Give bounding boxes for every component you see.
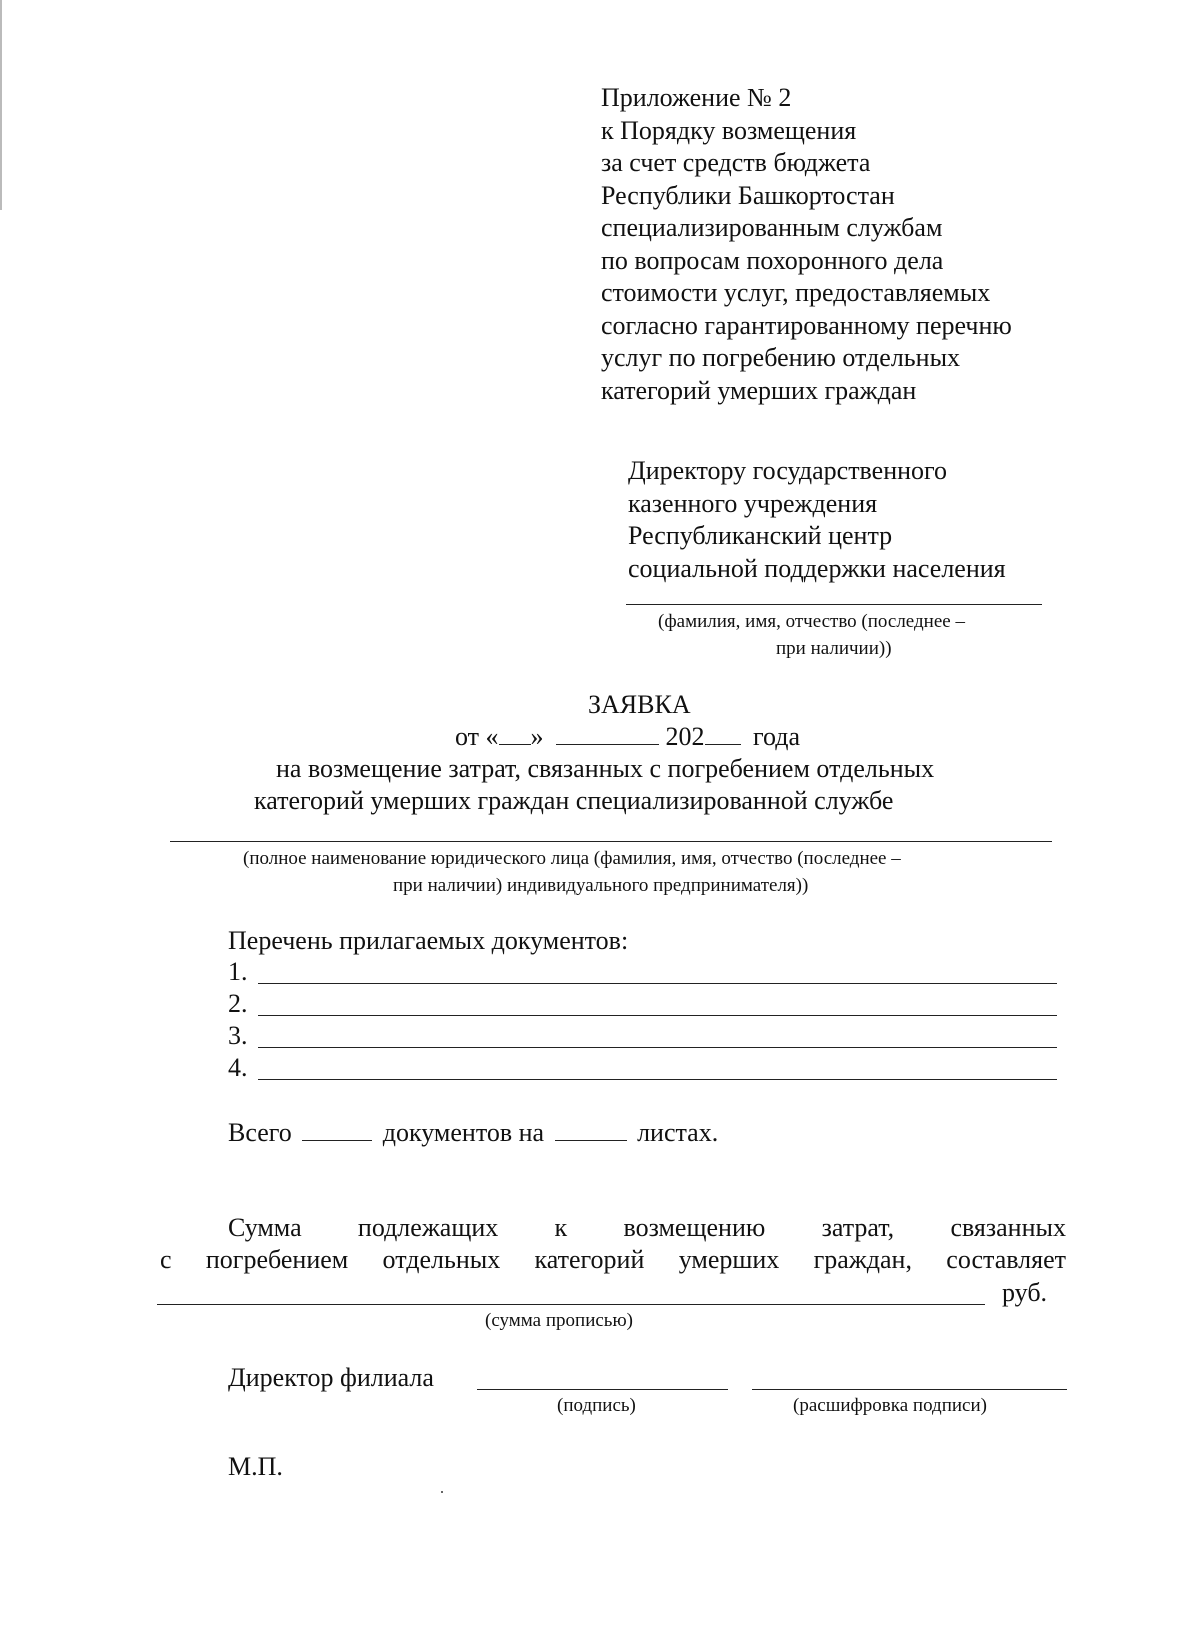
amount-word: к: [554, 1213, 568, 1242]
appendix-line: по вопросам похоронного дела: [601, 245, 944, 275]
appendix-block: [601, 82, 1012, 407]
appendix-line: согласно гарантированному перечню: [601, 310, 1012, 340]
amount-word: с: [160, 1245, 172, 1274]
appendix-line: специализированным службам: [601, 213, 943, 242]
amount-word: подлежащих: [357, 1213, 499, 1242]
signature-caption: (подпись): [557, 1395, 636, 1416]
addressee-line: Директору государственного: [628, 456, 948, 485]
document-item-field[interactable]: [258, 1079, 1057, 1080]
amount-line-1: [228, 1212, 1066, 1244]
document-item-field[interactable]: [258, 1015, 1057, 1016]
scan-speck: [441, 1491, 443, 1493]
date-month-field[interactable]: [556, 722, 659, 745]
amount-word: погребением: [205, 1245, 349, 1274]
date-day-field[interactable]: [499, 722, 531, 745]
amount-in-words-field[interactable]: [157, 1304, 985, 1305]
total-line: [228, 1117, 718, 1150]
document-item-field[interactable]: [258, 1047, 1057, 1048]
addressee-block: [628, 455, 1006, 585]
date-prefix: от «: [455, 722, 499, 751]
total-sheets-word: листах.: [637, 1118, 719, 1147]
amount-word: затрат,: [821, 1213, 895, 1242]
addressee-caption-2: при наличии)): [776, 638, 892, 659]
date-suffix: года: [753, 722, 801, 751]
appendix-line: за счет средств бюджета: [601, 148, 871, 177]
total-word: Всего: [228, 1118, 292, 1147]
date-mid: »: [530, 722, 544, 751]
amount-word: Сумма: [228, 1213, 302, 1242]
amount-word: умерших: [678, 1245, 780, 1274]
organization-caption-1: (полное наименование юридического лица (фамилия, имя, отчество (последнее –: [243, 848, 901, 869]
signature-label: Директор филиала: [228, 1363, 434, 1392]
appendix-line: Республики Башкортостан: [601, 180, 895, 210]
amount-word: возмещению: [623, 1213, 766, 1242]
addressee-name-field[interactable]: [626, 604, 1042, 605]
appendix-line: стоимости услуг, предоставляемых: [601, 278, 991, 307]
scan-edge-mark: [0, 0, 2, 210]
subtitle-line-2: категорий умерших граждан специализированной службе: [254, 786, 894, 815]
amount-word: составляет: [946, 1245, 1066, 1274]
total-docs-word: документов на: [382, 1118, 545, 1147]
stamp-placeholder: М.П.: [228, 1452, 283, 1481]
appendix-line: категорий умерших граждан: [601, 375, 917, 405]
date-line: [455, 721, 800, 754]
document-title: ЗАЯВКА: [588, 690, 691, 719]
total-sheets-field[interactable]: [555, 1118, 627, 1141]
document-item-number: 3.: [228, 1021, 248, 1050]
organization-caption-2: при наличии) индивидуального предпринимателя)): [393, 875, 809, 896]
appendix-line: Приложение № 2: [601, 83, 792, 112]
date-year-field[interactable]: [705, 722, 741, 745]
signature-decode-field[interactable]: [752, 1389, 1067, 1390]
documents-heading: Перечень прилагаемых документов:: [228, 926, 629, 955]
amount-line-2: [160, 1244, 1066, 1276]
currency-label: руб.: [1002, 1278, 1048, 1307]
amount-word: связанных: [950, 1213, 1066, 1242]
signature-field[interactable]: [477, 1389, 728, 1390]
amount-caption: (сумма прописью): [485, 1310, 633, 1331]
document-item-number: 2.: [228, 989, 248, 1018]
document-item-field[interactable]: [258, 983, 1057, 984]
total-count-field[interactable]: [302, 1118, 372, 1141]
addressee-line: Республиканский центр: [628, 521, 893, 550]
subtitle-line-1: на возмещение затрат, связанных с погребением отдельных: [276, 754, 935, 783]
addressee-line: социальной поддержки населения: [628, 553, 1006, 583]
signature-decode-caption: (расшифровка подписи): [793, 1395, 987, 1416]
organization-name-field[interactable]: [170, 841, 1052, 842]
appendix-line: к Порядку возмещения: [601, 115, 857, 145]
document-item-number: 1.: [228, 957, 248, 986]
appendix-line: услуг по погребению отдельных: [601, 343, 961, 372]
addressee-caption-1: (фамилия, имя, отчество (последнее –: [658, 611, 965, 632]
addressee-line: казенного учреждения: [628, 488, 878, 518]
amount-word: категорий: [534, 1245, 645, 1274]
amount-word: отдельных: [382, 1245, 501, 1274]
date-year: 202: [665, 722, 705, 751]
document-item-number: 4.: [228, 1053, 248, 1082]
amount-word: граждан,: [813, 1245, 912, 1274]
